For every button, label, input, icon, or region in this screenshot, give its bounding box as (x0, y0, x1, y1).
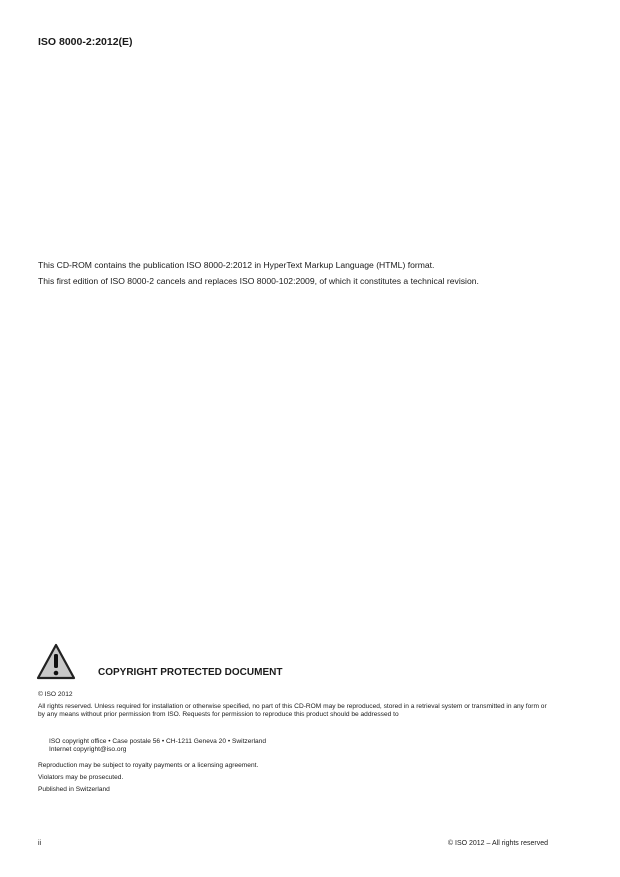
intro-format-note: This CD-ROM contains the publication ISO 8000-2:2012 in HyperText Markup Language (HTML) format. (38, 260, 435, 270)
copyright-rights: All rights reserved. Unless required for installation or otherwise specified, no part of this CD-ROM may be reproduced, stored in a retrieval system or transmitted in any form or by any means without prior permission from ISO. Requests for permission to reproduce this product should be addressed to (38, 703, 547, 719)
footer-rights: © ISO 2012 – All rights reserved (447, 840, 548, 847)
violators-note: Violators may be prosecuted. (38, 774, 124, 781)
page-number: ii (38, 840, 42, 847)
copyright-internet: Internet copyright@iso.org (49, 746, 127, 754)
warning-triangle-icon (36, 643, 76, 681)
document-id: ISO 8000-2:2012(E) (38, 36, 133, 48)
reproduction-note: Reproduction may be subject to royalty payments or a licensing agreement. (38, 762, 259, 769)
intro-edition-note: This first edition of ISO 8000-2 cancels and replaces ISO 8000-102:2009, of which it constitutes a technical revision. (38, 276, 479, 286)
copyright-address: ISO copyright office • Case postale 56 • CH-1211 Geneva 20 • Switzerland (49, 738, 267, 745)
copyright-year: © ISO 2012 (38, 691, 73, 698)
published-note: Published in Switzerland (38, 786, 110, 793)
copyright-title: COPYRIGHT PROTECTED DOCUMENT (98, 667, 283, 678)
copyright-contact (49, 738, 266, 754)
